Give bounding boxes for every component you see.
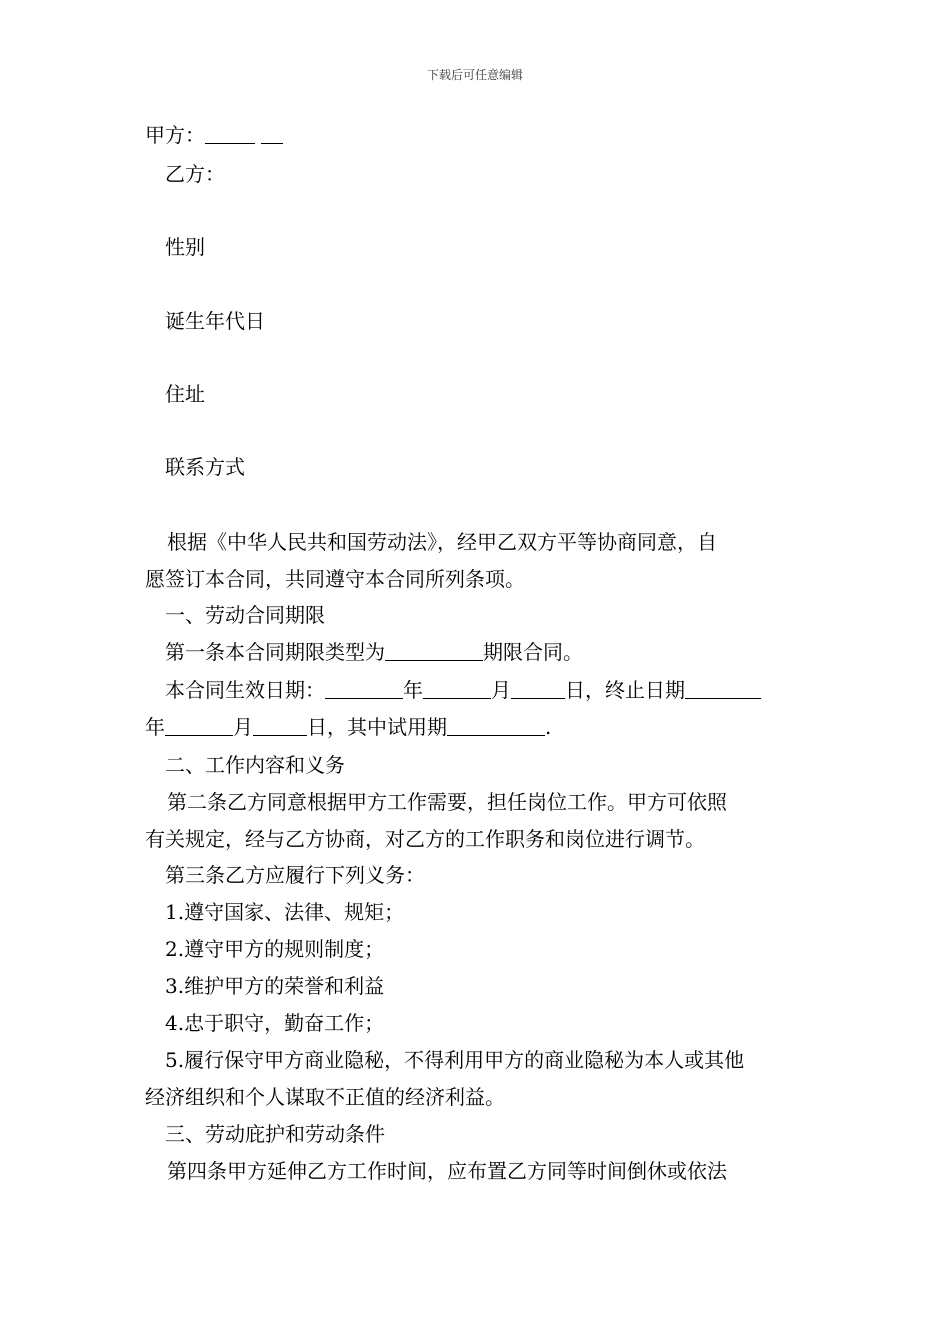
address-label: 住址 bbox=[165, 382, 205, 406]
article-1-suffix: 期限合同。 bbox=[483, 640, 583, 664]
duty-item-3: 3.维护甲方的荣誉和利益 bbox=[165, 974, 385, 998]
section-2-title: 二、工作内容和义务 bbox=[165, 753, 345, 777]
duty-item-4: 4.忠于职守，勤奋工作； bbox=[165, 1011, 385, 1035]
article-3: 第三条乙方应履行下列义务： bbox=[165, 863, 425, 887]
effective-date-prefix: 本合同生效日期： bbox=[165, 678, 325, 702]
duty-item-1: 1.遵守国家、法律、规矩； bbox=[165, 900, 405, 924]
duty-item-2: 2.遵守甲方的规则制度； bbox=[165, 937, 385, 961]
party-b-label: 乙方： bbox=[165, 162, 225, 186]
end-year-blank bbox=[685, 680, 761, 699]
effective-date-line bbox=[165, 677, 830, 703]
article-1 bbox=[165, 639, 830, 665]
trial-period-label: 日，其中试用期 bbox=[307, 715, 447, 739]
start-month-blank bbox=[423, 680, 491, 699]
duty-item-5-line-1: 5.履行保守甲方商业隐秘，不得利用甲方的商业隐秘为本人或其他 bbox=[165, 1048, 745, 1072]
start-year-blank bbox=[325, 680, 403, 699]
party-a-blank bbox=[205, 125, 255, 144]
section-1-title: 一、劳动合同期限 bbox=[165, 603, 325, 627]
end-year-label: 年 bbox=[145, 715, 165, 739]
party-a-line bbox=[145, 122, 810, 148]
start-year-label: 年 bbox=[403, 678, 423, 702]
end-month-blank bbox=[165, 717, 233, 736]
intro-line-1: 根据《中华人民共和国劳动法》，经甲乙双方平等协商同意，自 bbox=[167, 530, 717, 554]
duty-item-5-line-2: 经济组织和个人谋取不正值的经济利益。 bbox=[145, 1085, 505, 1109]
end-date-label: 日，终止日期 bbox=[565, 678, 685, 702]
article-2-line-2: 有关规定，经与乙方协商，对乙方的工作职务和岗位进行调节。 bbox=[145, 827, 705, 851]
article-4-line-1: 第四条甲方延伸乙方工作时间，应布置乙方同等时间倒休或依法 bbox=[167, 1159, 727, 1183]
trial-period-blank bbox=[447, 717, 545, 736]
page-header: 下载后可任意编辑 bbox=[426, 68, 523, 82]
article-1-prefix: 第一条本合同期限类型为 bbox=[165, 640, 385, 664]
article-2-line-1: 第二条乙方同意根据甲方工作需要，担任岗位工作。甲方可依照 bbox=[167, 790, 727, 814]
section-3-title: 三、劳动庇护和劳动条件 bbox=[165, 1122, 385, 1146]
end-date-line bbox=[145, 714, 810, 740]
end-period: . bbox=[545, 715, 552, 739]
gender-label: 性别 bbox=[165, 235, 205, 259]
intro-line-2: 愿签订本合同，共同遵守本合同所列条项。 bbox=[145, 567, 525, 591]
birth-date-label: 诞生年代日 bbox=[165, 309, 265, 333]
end-month-label: 月 bbox=[233, 715, 253, 739]
party-a-label: 甲方： bbox=[145, 123, 205, 147]
start-month-label: 月 bbox=[491, 678, 511, 702]
party-a-blank-2 bbox=[261, 125, 283, 144]
end-day-blank bbox=[253, 717, 307, 736]
term-type-blank bbox=[385, 642, 483, 661]
start-day-blank bbox=[511, 680, 565, 699]
contact-label: 联系方式 bbox=[165, 455, 245, 479]
